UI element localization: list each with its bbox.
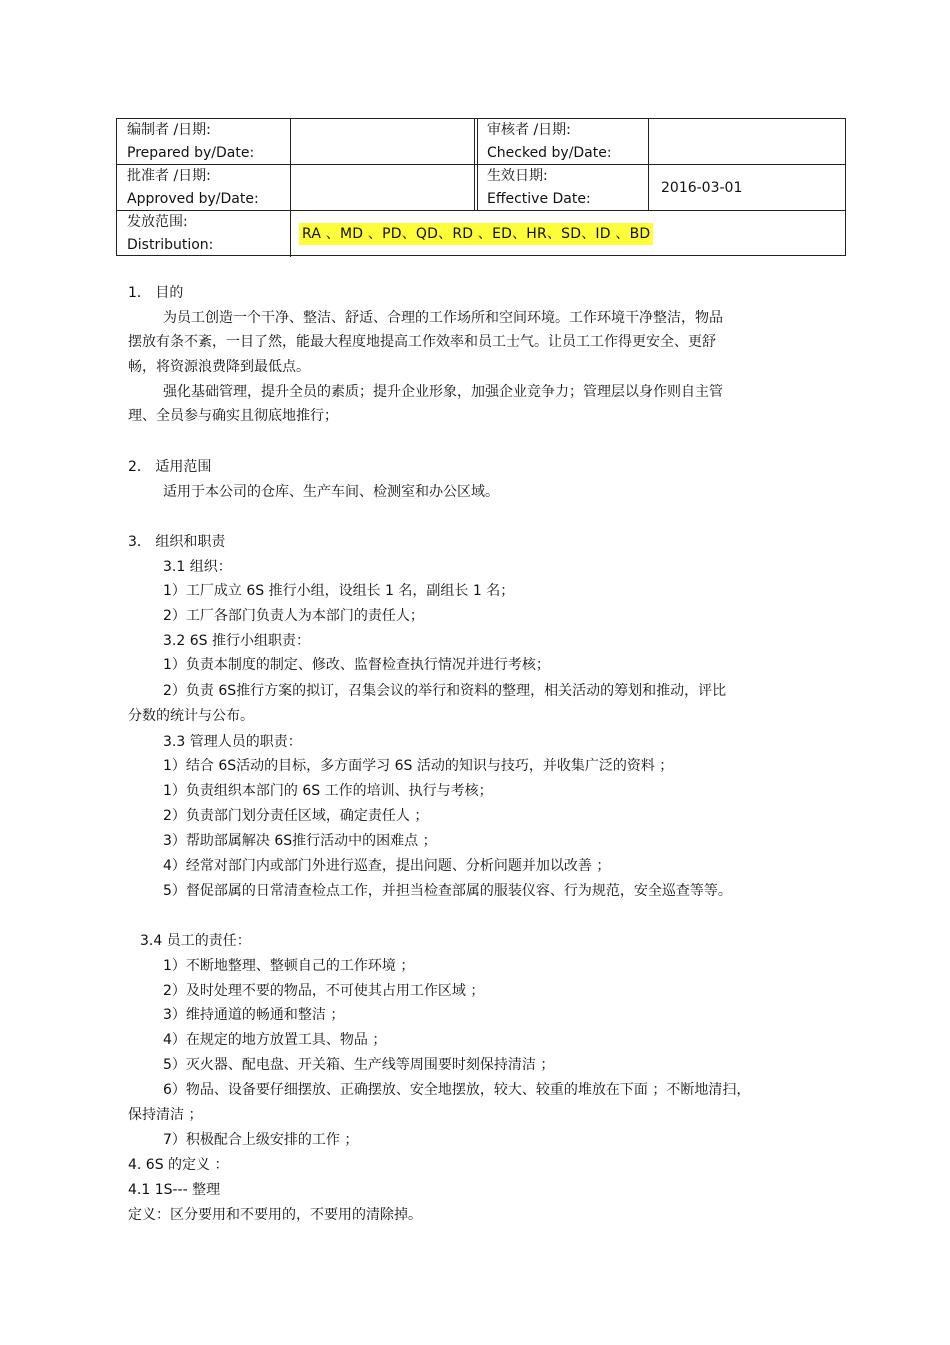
list-item: 2）负责部门划分责任区域，确定责任人 ；: [163, 808, 429, 824]
paragraph-line: 适用于本公司的仓库、生产车间、检测室和办公区域。: [163, 484, 499, 500]
list-item: 3）帮助部属解决 6S推行活动中的困难点 ；: [163, 833, 437, 849]
paragraph-line: 摆放有条不紊，一目了然，能最大程度地提高工作效率和员工士气。让员工工作得更安全、更舒: [128, 334, 716, 350]
paragraph-line: 理、全员参与确实且彻底地推行；: [128, 408, 338, 424]
list-item-continued: 保持清洁 ；: [128, 1107, 203, 1123]
distribution-label: [127, 211, 213, 257]
subsection-title: 4.1 1S--- 整理: [128, 1182, 221, 1198]
paragraph-line: 畅，将资源浪费降到最低点。: [128, 359, 310, 375]
list-item: 2）及时处理不要的物品，不可使其占用工作区域 ；: [163, 983, 485, 999]
list-item: 5）灭火器、配电盘、开关箱、生产线等周围要时刻保持清洁 ；: [163, 1057, 555, 1073]
list-item: 7）积极配合上级安排的工作 ；: [163, 1132, 359, 1148]
checked-by-cn: 审核者 /日期:: [487, 122, 571, 138]
list-item: 6）物品、设备要仔细摆放、正确摆放、安全地摆放，较大、较重的堆放在下面 ；不断地清扫，: [163, 1082, 751, 1098]
approved-by-label: [127, 165, 259, 211]
prepared-by-label: [127, 119, 254, 165]
table-divider: [648, 119, 649, 211]
approval-table: [116, 118, 846, 256]
list-item-continued: 分数的统计与公布。: [128, 708, 254, 724]
prepared-by-cn: 编制者 /日期:: [127, 122, 211, 138]
list-item: 2）工厂各部门负责人为本部门的责任人；: [163, 608, 424, 624]
list-item: 1）工厂成立 6S 推行小组，设组长 1 名，副组长 1 名；: [163, 583, 515, 599]
section-2-title: 2． 适用范围: [128, 459, 212, 475]
effective-date-cn: 生效日期:: [487, 168, 548, 184]
definition-line: 定义：区分要用和不要用的，不要用的清除掉。: [128, 1207, 422, 1223]
list-item: 5）督促部属的日常清查检点工作，并担当检查部属的服装仪容、行为规范，安全巡查等等。: [163, 883, 732, 899]
list-item: 1）负责组织本部门的 6S 工作的培训、执行与考核；: [163, 783, 493, 799]
distribution-cn: 发放范围:: [127, 214, 188, 230]
section-1-title: 1． 目的: [128, 285, 184, 301]
list-item: 1）负责本制度的制定、修改、监督检查执行情况并进行考核；: [163, 657, 550, 673]
subsection-title: 3.3 管理人员的职责：: [163, 734, 302, 750]
effective-date-value: 2016-03-01: [661, 180, 743, 196]
paragraph-line: 强化基础管理，提升全员的素质；提升企业形象，加强企业竞争力；管理层以身作则自主管: [163, 384, 723, 400]
distribution-en: Distribution:: [127, 237, 214, 253]
list-item: 4）经常对部门内或部门外进行巡查，提出问题、分析问题并加以改善 ；: [163, 858, 611, 874]
distribution-value: RA 、MD 、PD、QD、RD 、ED、HR、SD、ID 、BD: [299, 223, 653, 245]
list-item: 1）结合 6S活动的目标，多方面学习 6S 活动的知识与技巧，并收集广泛的资料 ；: [163, 758, 674, 774]
list-item: 3）维持通道的畅通和整洁 ；: [163, 1007, 345, 1023]
section-3-title: 3． 组织和职责: [128, 534, 226, 550]
effective-date-en: Effective Date:: [487, 191, 591, 207]
prepared-by-en: Prepared by/Date:: [127, 145, 255, 161]
list-item: 1）不断地整理、整顿自己的工作环境 ；: [163, 958, 415, 974]
subsection-title: 3.2 6S 推行小组职责：: [163, 633, 310, 649]
subsection-title: 3.4 员工的责任：: [140, 933, 251, 949]
list-item: 2）负责 6S推行方案的拟订，召集会议的举行和资料的整理，相关活动的筹划和推动，评比: [163, 683, 727, 699]
checked-by-label: [487, 119, 612, 165]
effective-date-label: [487, 165, 591, 211]
approved-by-en: Approved by/Date:: [127, 191, 259, 207]
table-divider: [474, 119, 475, 211]
approved-by-cn: 批准者 /日期:: [127, 168, 211, 184]
section-4-title: 4. 6S 的定义 ：: [128, 1157, 229, 1173]
table-divider: [290, 119, 291, 257]
paragraph-line: 为员工创造一个干净、整洁、舒适、合理的工作场所和空间环境。工作环境干净整洁，物品: [163, 310, 723, 326]
list-item: 4）在规定的地方放置工具、物品 ；: [163, 1032, 387, 1048]
subsection-title: 3.1 组织：: [163, 559, 232, 575]
checked-by-en: Checked by/Date:: [487, 145, 612, 161]
table-divider: [477, 119, 478, 211]
